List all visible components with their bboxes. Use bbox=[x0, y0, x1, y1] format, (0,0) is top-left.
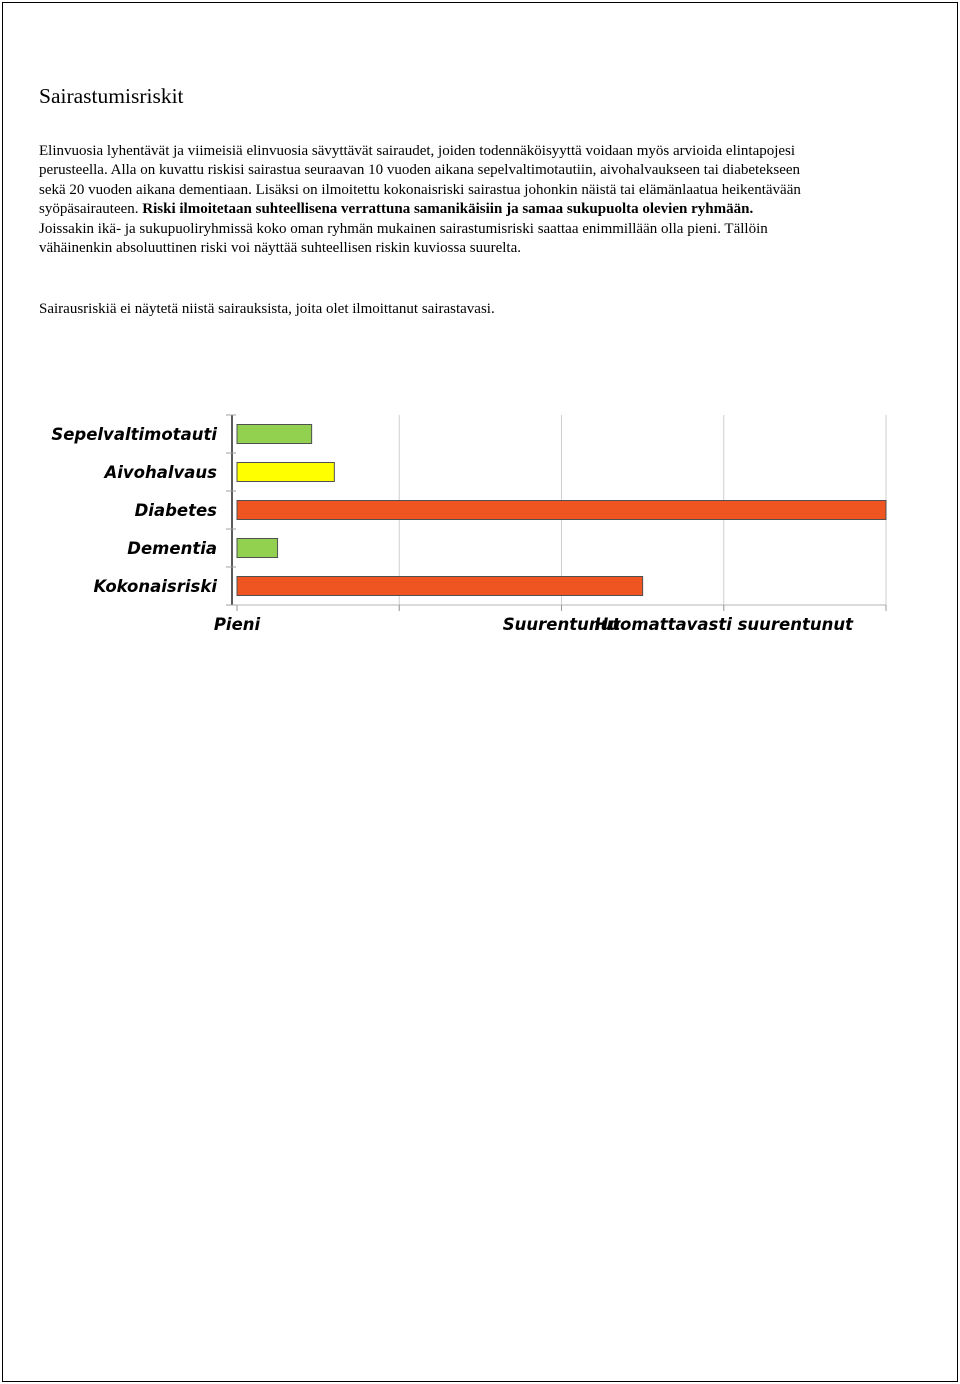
intro-line: Joissakin ikä- ja sukupuoliryhmissä koko oman ryhmän mukainen sairastumisriski saattaa enimmillään olla pieni. Tällöin bbox=[39, 220, 768, 237]
bar-aivohalvaus bbox=[237, 463, 334, 482]
category-label: Kokonaisriski bbox=[93, 577, 217, 596]
x-tick-label: Pieni bbox=[213, 615, 261, 634]
bar-dementia bbox=[237, 539, 278, 558]
category-label: Aivohalvaus bbox=[104, 463, 217, 482]
intro-line: perusteella. Alla on kuvattu riskisi sairastua seuraavan 10 vuoden aikana sepelvaltimotautiin, aivohalvaukseen tai diabetekseen bbox=[39, 162, 801, 179]
page-title: Sairastumisriskit bbox=[39, 84, 184, 108]
x-tick-label: Suurentunut bbox=[502, 615, 621, 634]
intro-line: sekä 20 vuoden aikana dementiaan. Lisäksi on ilmoitettu kokonaisriski sairastua johonkin näistä tai elämänlaatua heikentävään bbox=[39, 181, 801, 198]
intro-line: vähäinenkin absoluuttinen riski voi näyttää suhteellisen riskin kuviossa suurelta. bbox=[39, 240, 521, 257]
intro-paragraph bbox=[39, 142, 801, 258]
intro-line bbox=[39, 200, 801, 219]
risk-bar-chart bbox=[0, 400, 960, 650]
category-label: Dementia bbox=[127, 539, 217, 558]
bar-sepelvaltimotauti bbox=[237, 425, 312, 444]
intro-line-text: syöpäsairauteen. bbox=[39, 201, 139, 218]
intro-emphasis: Riski ilmoitetaan suhteellisena verrattuna samanikäisiin ja samaa sukupuolta olevien ryhmään. bbox=[142, 201, 754, 218]
excluded-diseases-note: Sairausriskiä ei näytetä niistä sairauksista, joita olet ilmoittanut sairastavasi. bbox=[39, 301, 495, 317]
bar-diabetes bbox=[237, 501, 886, 520]
intro-line: Elinvuosia lyhentävät ja viimeisiä elinvuosia sävyttävät sairaudet, joiden todennäköisyyttä voidaan myös arvioida elintapojesi bbox=[39, 143, 796, 159]
x-tick-label: Huomattavasti suurentunut bbox=[594, 615, 854, 634]
bar-kokonaisriski bbox=[237, 577, 643, 596]
category-label: Sepelvaltimotauti bbox=[51, 425, 217, 444]
category-label: Diabetes bbox=[134, 501, 217, 520]
